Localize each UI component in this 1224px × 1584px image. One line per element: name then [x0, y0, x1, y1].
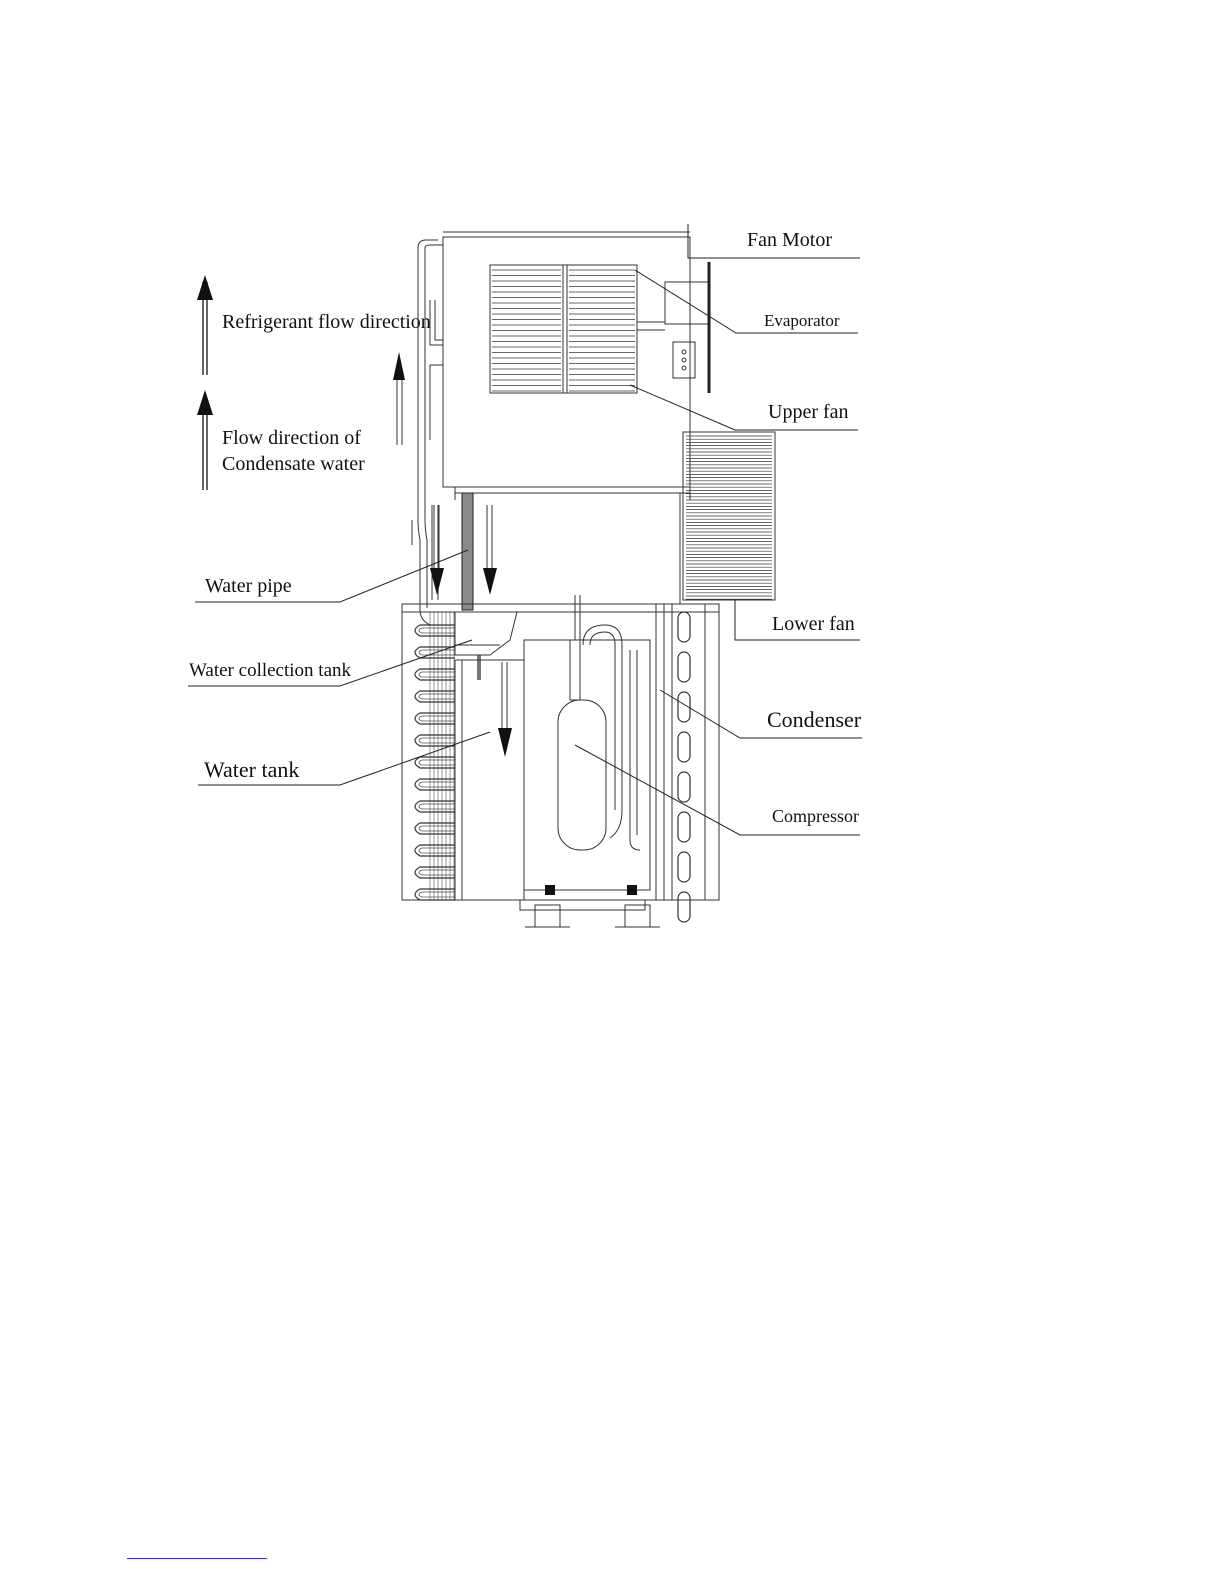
condenser-slots-right	[678, 612, 690, 922]
refrigerant-up-arrow	[393, 352, 405, 445]
footnote-rule	[127, 1558, 267, 1559]
label-evaporator: Evaporator	[764, 311, 840, 330]
condensate-down-arrow-3	[498, 662, 512, 757]
upper-fan	[683, 432, 775, 600]
condensate-down-arrow-2	[483, 505, 497, 595]
water-tank	[455, 660, 524, 900]
label-lower-fan: Lower fan	[772, 613, 855, 635]
label-condenser: Condenser	[767, 707, 862, 732]
label-water-collection-tank: Water collection tank	[189, 660, 352, 681]
water-pipe	[462, 493, 481, 680]
legend-condensate-arrow	[197, 390, 213, 490]
legend-condensate-label-line1: Flow direction of	[222, 427, 361, 449]
label-fan-motor: Fan Motor	[747, 229, 832, 251]
label-upper-fan: Upper fan	[768, 401, 849, 423]
evaporator-coil	[490, 265, 637, 393]
label-water-pipe: Water pipe	[205, 575, 292, 597]
label-water-tank: Water tank	[204, 757, 300, 782]
compressor	[524, 595, 650, 895]
refrigerant-pipes	[412, 240, 443, 625]
legend-refrigerant-arrow	[197, 275, 213, 375]
legend-refrigerant-label: Refrigerant flow direction	[222, 311, 431, 333]
legend-condensate-label-line2: Condensate water	[222, 453, 365, 475]
base-feet	[520, 900, 660, 927]
water-collection-tank	[455, 612, 517, 655]
label-compressor: Compressor	[772, 806, 859, 826]
fan-motor	[637, 262, 710, 393]
